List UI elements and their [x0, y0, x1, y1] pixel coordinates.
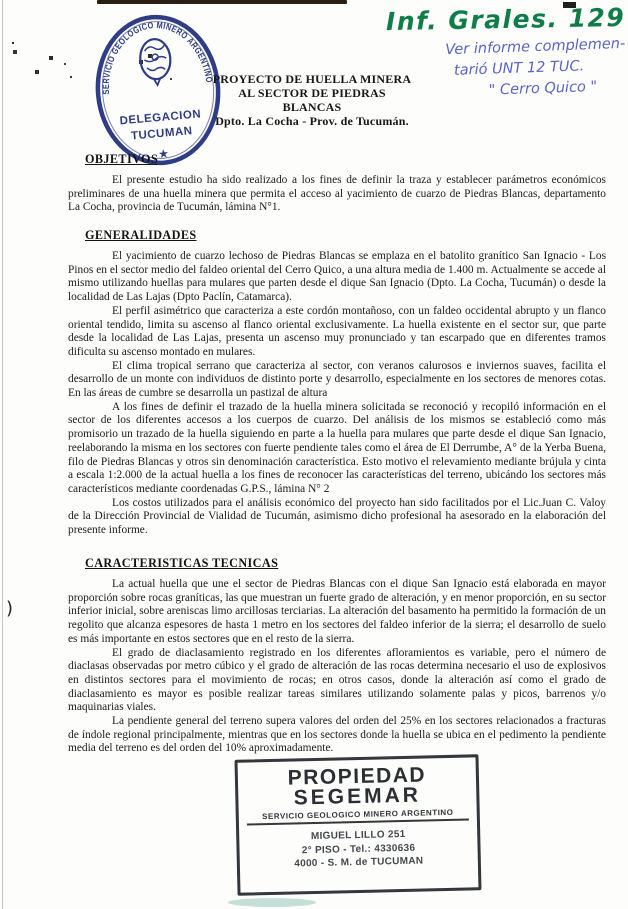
svg-text:SERVICIO GEOLOGICO MINERO ARGE	[95, 15, 215, 95]
section-heading-caracteristicas: CARACTERISTICAS TECNICAS	[85, 556, 279, 570]
seal-star-icon: ★	[157, 146, 170, 162]
seal-tucuman-text: TUCUMAN	[130, 125, 194, 143]
stamp-address-line-1: MIGUEL LILLO 251	[310, 828, 406, 843]
stamp-address-line-2: 2° PISO - Tel.: 4330636	[301, 842, 416, 856]
institution-seal-stamp	[85, 7, 230, 174]
section-objetivos	[68, 152, 606, 215]
title-line-3: Dpto. La Cocha - Prov. de Tucumán.	[215, 114, 409, 128]
scan-artifact-bar	[97, 0, 347, 4]
title-line-1: PROYECTO DE HUELLA MINERA	[212, 72, 412, 86]
section-generalidades	[68, 228, 606, 538]
paragraph: El perfil asimétrico que caracteriza a este cordón montañoso, con un faldeo occidental abrupto y un flanco oriental tendido, limita su ascenso al flanco oriental exclusivamente. La huella existente en el sector sur, que parte desde la localidad de Las Lajas, presenta un ascenso muy pronunciado y tan escarpado que en diferentes tramos dificulta su ascenso montado en mulares.	[68, 304, 606, 358]
propiedad-segemar-stamp	[234, 754, 481, 896]
paragraph: La actual huella que une el sector de Piedras Blancas con el dique San Ignacio está elaborada en mayor proporción sobre rocas graníticas, las que muestran un fuerte grado de alteración, y en menor proporción, en su sector inferior inicial, sobre areniscas limo arcillosas terciarias. La alteración del basamento ha permitido la formación de un regolito que alcanza espesores de hasta 1 metro en los sectores del faldeo inferior de la sierra; el desarrollo de suelo es más importante en estos sectores que en el resto de la sierra.	[68, 578, 606, 645]
seal-graphic	[85, 7, 230, 174]
title-line-2: AL SECTOR DE PIEDRAS BLANCAS	[238, 86, 386, 114]
seal-crest-icon	[139, 38, 173, 86]
paragraph: La pendiente general del terreno supera valores del orden del 25% en los sectores relacionados a fracturas de índole regional principalmente, mientras que en los sectores donde la huella se ubica en el pedimento la pendiente media del terreno es del orden del 10% aproximadamente.	[68, 715, 606, 755]
handwritten-note-green: Inf. Grales. 129	[385, 2, 626, 37]
seal-ring-text: SERVICIO GEOLOGICO MINERO ARGENTINO	[100, 19, 215, 95]
handwritten-note-blue	[445, 34, 627, 103]
scan-speckles	[12, 42, 14, 44]
seal-delegation-text: DELEGACION	[119, 108, 202, 128]
document-title	[212, 72, 412, 128]
stamp-address	[294, 828, 424, 871]
scan-smudge	[228, 898, 316, 907]
paragraph: El yacimiento de cuarzo lechoso de Piedras Blancas se emplaza en el batolito granítico San Ignacio - Los Pinos en el sector medio del faldeo oriental del Cerro Quico, a una altura media de 1.400 m. Actualmente se accede al mismo utilizando huellas para mulares que parten desde el dique San Ignacio (Dpto. La Cocha, Tucumán) o desde la localidad de Las Lajas (Dpto Paclín, Catamarca).	[68, 250, 606, 304]
paragraph: El clima tropical serrano que caracteriza al sector, con veranos calurosos e inviernos suaves, facilita el desarrollo de un monte con individuos de distinto porte y desarrollo, especialmente en los sectores de menores cotas. En las áreas de cumbre se desarrolla un pastizal de altura	[68, 359, 606, 400]
paragraph: A los fines de definir el trazado de la huella minera solicitada se reconoció y recopiló información en el sector de los diferentes accesos a los cuerpos de cuarzo. Del análisis de los mismos se estableció como más promisorio un trazado de la huella siguiendo en parte a la huella para mulares que parte desde el dique San Ignacio, reelaborando la misma en los sectores con fuerte pendiente tales como el área de El Derrumbe, A° de la Yerba Buena, filo de Piedras Blancas y otros sin denominación característica. Esto motivo el relevamiento mediante brújula y cinta a escala 1:2.000 de la actual huella a los fines de reconocer las características del terreno, ubicándo los sectores más característicos mediante coordenadas G.P.S., lámina N° 2	[68, 400, 606, 495]
scan-edge-line	[2, 0, 3, 909]
stamp-title-segemar: SEGEMAR	[293, 783, 422, 810]
paragraph: El grado de diaclasamiento registrado en los diferentes afloramientos es variable, pero el número de diaclasas observadas por metro cúbico y el grado de alteración de las rocas determina necesario el uso de explosivos en distintos sectores para el movimiento de rocas; en otros casos, donde la alteración así como el grado de diaclasamiento es mayor es posible realizar tareas similares utilizando solamente palas y picos, barrenos y/o maquinarias viales.	[68, 646, 606, 714]
section-heading-objetivos: OBJETIVOS	[85, 152, 159, 166]
section-caracteristicas-tecnicas	[68, 556, 606, 756]
paragraph: Los costos utilizados para el análisis económico del proyecto han sido facilitados por el Lic.Juan C. Valoy de la Dirección Provincial de Vialidad de Tucumán, asimismo dicho profesional ha asesorado en la elaboración del presente informe.	[68, 496, 606, 537]
paragraph: El presente estudio ha sido realizado a los fines de definir la traza y establecer parámetros económicos preliminares de una huella minera que permita el acceso al yacimiento de cuarzo de Piedras Blancas, departamento La Cocha, provincia de Tucumán, lámina N°1.	[68, 174, 606, 214]
stamp-address-line-3: 4000 - S. M. de TUCUMAN	[294, 855, 424, 870]
stamp-subtitle: SERVICIO GEOLOGICO MINERO ARGENTINO	[262, 807, 454, 822]
handwritten-margin-mark: )	[6, 598, 14, 619]
section-heading-generalidades: GENERALIDADES	[85, 228, 197, 242]
blue-note-line-1: Ver informe complemen-	[445, 35, 626, 59]
blue-note-line-2: tarió UNT 12 TUC.	[453, 58, 585, 79]
stamp-title-propiedad: PROPIEDAD	[287, 763, 427, 790]
blue-note-line-3: " Cerro Quico "	[488, 78, 598, 99]
